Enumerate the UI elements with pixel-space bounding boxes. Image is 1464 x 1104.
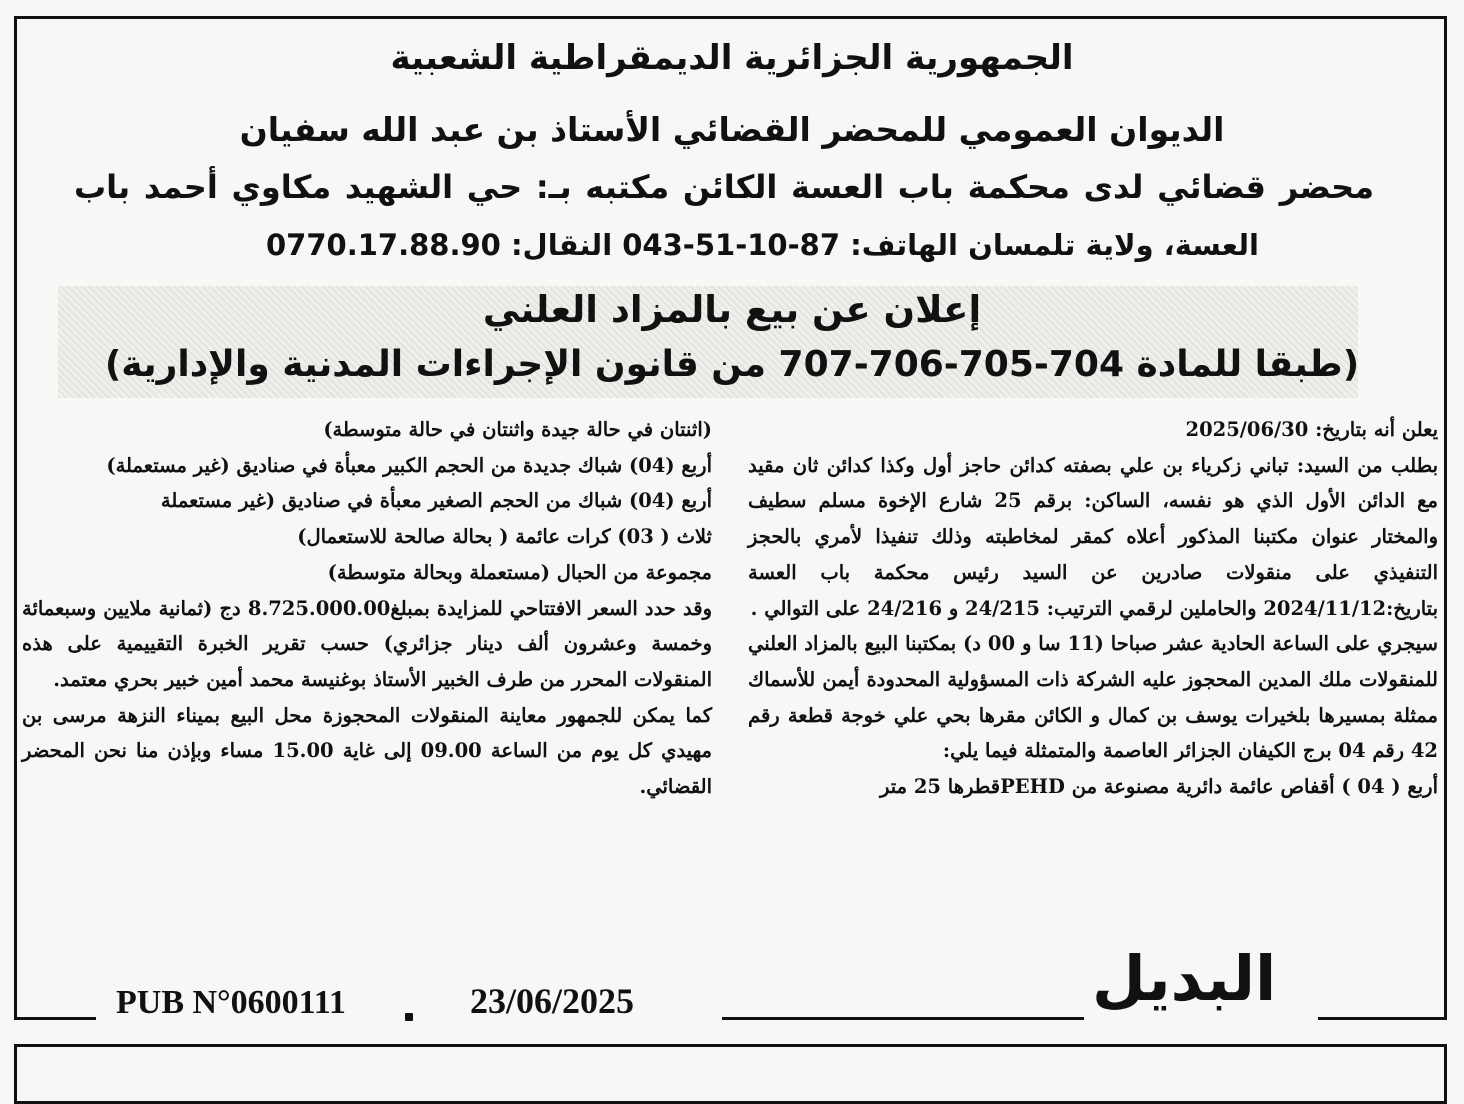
republic-heading: الجمهورية الجزائرية الديمقراطية الشعبية [390, 38, 1074, 78]
body-left-column [22, 412, 712, 805]
office-heading: الديوان العمومي للمحضر القضائي الأستاذ بن عبد الله سفيان [239, 110, 1225, 149]
announcement-subtitle: (طبقا للمادة 704-705-706-707 من قانون الإجراءات المدنية والإدارية) [104, 344, 1360, 385]
footer-rule-left [14, 1017, 96, 1020]
inspection-paragraph: كما يمكن للجمهور معاينة المنقولات المحجوزة محل البيع بميناء النزهة مرسى بن مهيدي كل يوم من الساعة 09.00 إلى غاية 15.00 مساء وبإذن منا نحن المحضر القضائي. [22, 703, 712, 799]
publication-number: PUB N°0600111 [116, 984, 346, 1021]
footer-rule-right [1318, 1017, 1447, 1020]
item-floating-balls: ثلاث ( 03) كرات عائمة ( بحالة صالحة للاستعمال) [297, 525, 712, 549]
item-large-nets: أربع (04) شباك جديدة من الحجم الكبير معبأة في صناديق (غير مستعملة) [106, 453, 712, 477]
announcement-date-paragraph: يعلن أنه بتاريخ: 2025/06/30 [1185, 418, 1438, 441]
newspaper-logo: البديل [1092, 942, 1277, 1015]
announcement-title: إعلان عن بيع بالمزاد العلني [482, 288, 982, 331]
address-line-2: العسة، ولاية تلمسان الهاتف: 87-10-51-043 النقال: 0770.17.88.90 [266, 228, 1259, 262]
item-small-nets: أربع (04) شباك من الحجم الصغير معبأة في صناديق (غير مستعملة [160, 489, 712, 513]
body-right-column [748, 412, 1438, 805]
item-ropes: مجموعة من الحبال (مستعملة وبحالة متوسطة) [327, 560, 712, 584]
publication-date: 23/06/2025 [470, 981, 635, 1021]
item-cages: أربع ( 04 ) أقفاص عائمة دائرية مصنوعة من PEHDقطرها 25 متر [879, 775, 1438, 799]
footer-rule-middle [722, 1017, 1084, 1020]
sale-details-paragraph: سيجري على الساعة الحادية عشر صباحا (11 سا و 00 د) بمكتبنا البيع بالمزاد العلني للمنقولات ملك المدين المحجوز عليه الشركة ذات المسؤولية المحدودة أيمن للأسماك ممثلة بمسيرها بلخيرات يوسف بن كمال و الكائن مقرها بحي علي خوجة قطعة رقم 42 رقم 04 برج الكيفان الجزائر العاصمة والمتمثلة فيما يلي: [748, 632, 1438, 763]
opening-price-paragraph: وقد حدد السعر الافتتاحي للمزايدة بمبلغ8.725.000.00 دج (ثمانية ملايين وسبعمائة وخمسة وعشرون ألف دينار جزائري) حسب تقرير الخبرة التقييمية على هذه المنقولات المحرر من طرف الخبير الأستاذ بوغنيسة محمد أمين خبير بحري معتمد. [22, 596, 712, 691]
creditor-paragraph: بطلب من السيد: تباني زكرياء بن علي بصفته كدائن حاجز أول وكذا كدائن ثان مقيد مع الدائن الأول الذي هو نفسه، الساكن: برقم 25 شارع الإخوة مسلم سطيف والمختار عنوان مكتبنا المذكور أعلاه كمقر لمخاطبته وذلك تنفيذا لأمري بالحجز التنفيذي على منقولات صادرين عن السيد رئيس محكمة باب العسة بتاريخ:2024/11/12 والحاملين لرقمي الترتيب: 24/215 و 24/216 على التوالي . [748, 453, 1438, 620]
item-cages-condition: (اثنتان في حالة جيدة واثنتان في حالة متوسطة) [323, 418, 712, 441]
next-notice-frame [14, 1044, 1447, 1104]
footer-separator-dot [405, 1013, 413, 1021]
address-line-1: محضر قضائي لدى محكمة باب العسة الكائن مكتبه بـ: حي الشهيد مكاوي أحمد باب [74, 168, 1374, 206]
